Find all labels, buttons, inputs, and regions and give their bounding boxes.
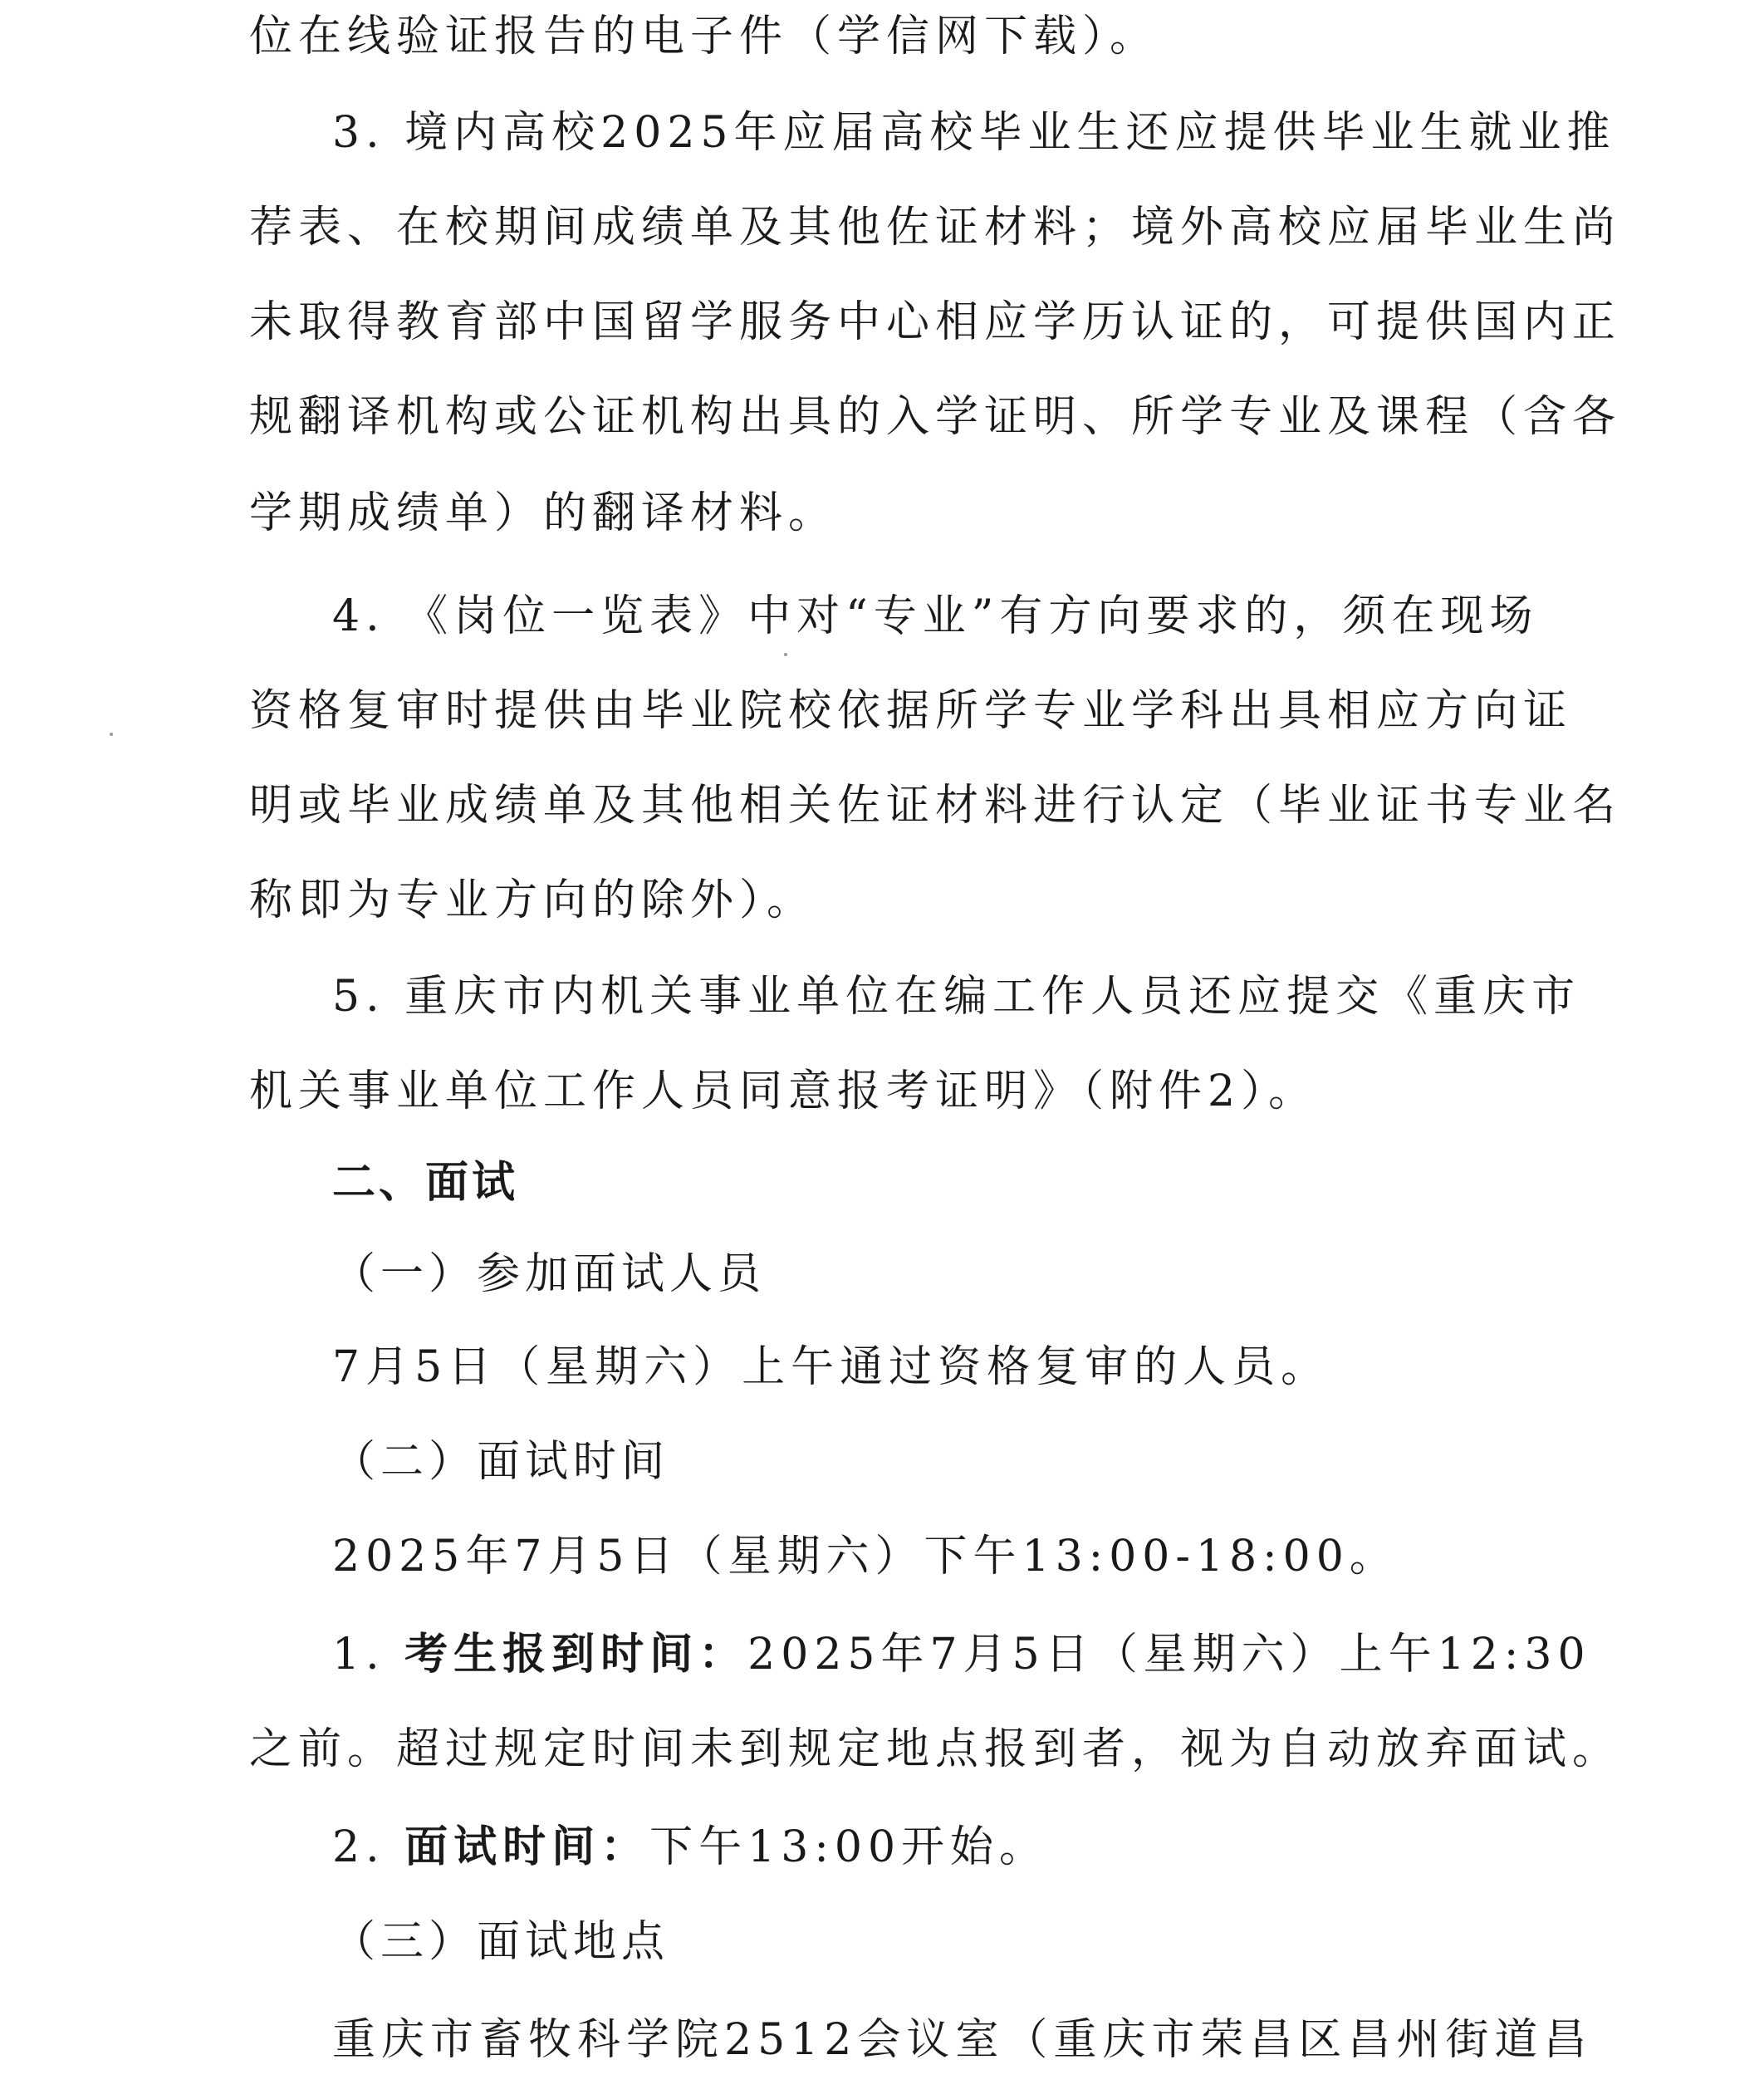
paragraph-line	[332, 970, 1603, 1023]
sub-heading	[332, 1248, 1603, 1301]
item-number: 3.	[332, 108, 385, 158]
sub-heading-text: （三）面试地点	[332, 1917, 670, 1967]
scan-speck	[110, 733, 113, 736]
paragraph-line	[249, 779, 1622, 832]
line-text: 重庆市畜牧科学院2512会议室（重庆市荣昌区昌州街道昌	[332, 2015, 1593, 2065]
item-number: 5.	[332, 972, 385, 1022]
paragraph-line	[332, 590, 1603, 643]
paragraph-line	[249, 874, 1520, 927]
item-number: 4.	[332, 591, 385, 641]
paragraph-line	[332, 2013, 1603, 2067]
line-text: 荐表、在校期间成绩单及其他佐证材料；境外高校应届毕业生尚	[249, 203, 1622, 253]
paragraph-line	[249, 1723, 1622, 1776]
line-text: 位在线验证报告的电子件（学信网下载）。	[249, 12, 1159, 61]
paragraph-line	[249, 487, 1520, 540]
line-text: 未取得教育部中国留学服务中心相应学历认证的，可提供国内正	[249, 297, 1622, 347]
bold-label: 考生报到时间：	[404, 1629, 748, 1680]
sub-heading-text: （一）参加面试人员	[332, 1249, 767, 1299]
item-number: 2.	[332, 1822, 385, 1872]
line-text: 资格复审时提供由毕业院校依据所学专业学科出具相应方向证	[249, 686, 1573, 736]
line-text: 明或毕业成绩单及其他相关佐证材料进行认定（毕业证书专业名	[249, 781, 1622, 831]
paragraph-line	[249, 684, 1573, 738]
paragraph-line	[332, 1530, 1603, 1583]
line-text: 称即为专业方向的除外）。	[249, 875, 816, 925]
item-number: 1.	[332, 1630, 385, 1680]
paragraph-line	[249, 390, 1622, 444]
line-text: 下午13:00开始。	[649, 1822, 1049, 1872]
bold-label: 面试时间：	[404, 1822, 650, 1872]
section-heading-text: 二、面试	[332, 1158, 519, 1208]
line-text: 境内高校2025年应届高校毕业生还应提供毕业生就业推	[404, 108, 1616, 158]
line-text: 学期成绩单）的翻译材料。	[249, 488, 838, 538]
sub-heading	[332, 1915, 1603, 1969]
scan-speck	[784, 653, 787, 656]
paragraph-line	[332, 1628, 1603, 1681]
paragraph-line	[249, 1065, 1520, 1118]
line-text: 之前。超过规定时间未到规定地点报到者，视为自动放弃面试。	[249, 1724, 1622, 1774]
paragraph-line	[249, 296, 1622, 349]
paragraph-line	[332, 1341, 1603, 1394]
line-text: 2025年7月5日（星期六）上午12:30	[747, 1630, 1591, 1680]
line-text: 2025年7月5日（星期六）下午13:00-18:00。	[332, 1532, 1399, 1582]
paragraph-line	[332, 106, 1616, 159]
sub-heading-text: （二）面试时间	[332, 1437, 670, 1487]
sub-heading	[332, 1435, 1603, 1488]
line-text: 7月5日（星期六）上午通过资格复审的人员。	[332, 1342, 1330, 1392]
paragraph-line	[332, 1821, 1603, 1874]
line-text: 《岗位一览表》中对“专业”有方向要求的，须在现场	[404, 591, 1539, 641]
line-text: 重庆市内机关事业单位在编工作人员还应提交《重庆市	[404, 972, 1581, 1022]
paragraph-line	[249, 201, 1622, 254]
line-text: 机关事业单位工作人员同意报考证明》（附件2）。	[249, 1067, 1318, 1116]
line-text: 规翻译机构或公证机构出具的入学证明、所学专业及课程（含各	[249, 392, 1622, 442]
section-heading	[332, 1156, 1603, 1209]
paragraph-line	[249, 10, 1520, 63]
